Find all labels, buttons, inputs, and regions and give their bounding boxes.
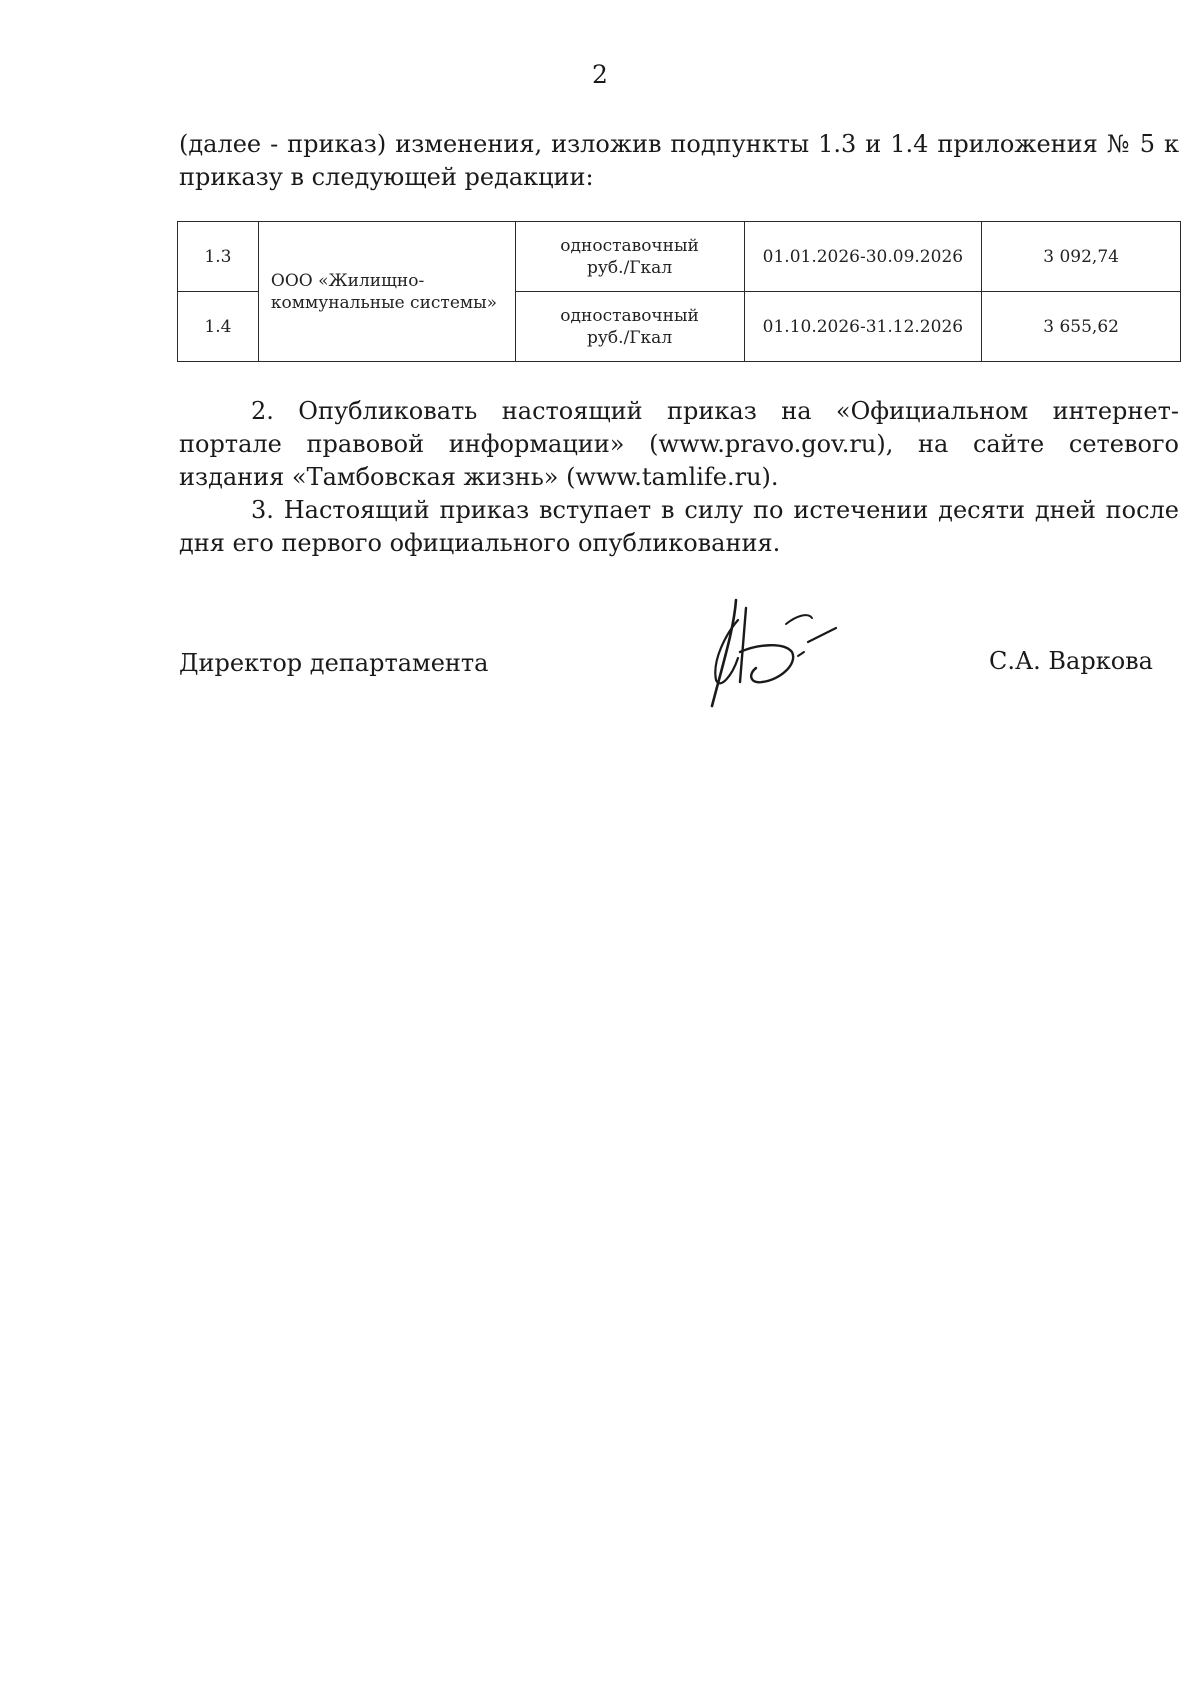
tariff-unit: руб./Гкал: [587, 257, 673, 278]
row-number: 1.3: [178, 222, 259, 292]
table-row: [178, 222, 1181, 292]
value-cell: 3 655,62: [982, 292, 1181, 362]
handwritten-signature: [700, 598, 870, 708]
tariff-type-cell: [515, 292, 744, 362]
tariff-type-cell: [515, 222, 744, 292]
intro-paragraph: (далее - приказ) изменения, изложив подпункты 1.3 и 1.4 приложения № 5 к приказу в следующей редакции:: [179, 130, 1179, 191]
period-cell: 01.01.2026-30.09.2026: [744, 222, 982, 292]
page-number: 2: [592, 60, 608, 89]
tariff-type: одноставочный: [560, 305, 699, 326]
paragraph-effective-date: 3. Настоящий приказ вступает в силу по истечении десяти дней после дня его первого официального опубликования.: [179, 496, 1179, 557]
paragraph-publish: 2. Опубликовать настоящий приказ на «Официальном интернет-портале правовой информации» (www.pravo.gov.ru), на сайте сетевого издания «Тамбовская жизнь» (www.tamlife.ru).: [179, 397, 1179, 491]
signatory-title: Директор департамента: [179, 649, 489, 677]
period-cell: 01.10.2026-31.12.2026: [744, 292, 982, 362]
tariff-table: [177, 221, 1181, 362]
organization-cell: ООО «Жилищно-коммунальные системы»: [258, 222, 515, 362]
tariff-type: одноставочный: [560, 235, 699, 256]
value-cell: 3 092,74: [982, 222, 1181, 292]
signatory-name: С.А. Варкова: [988, 647, 1153, 675]
tariff-unit: руб./Гкал: [587, 327, 673, 348]
row-number: 1.4: [178, 292, 259, 362]
